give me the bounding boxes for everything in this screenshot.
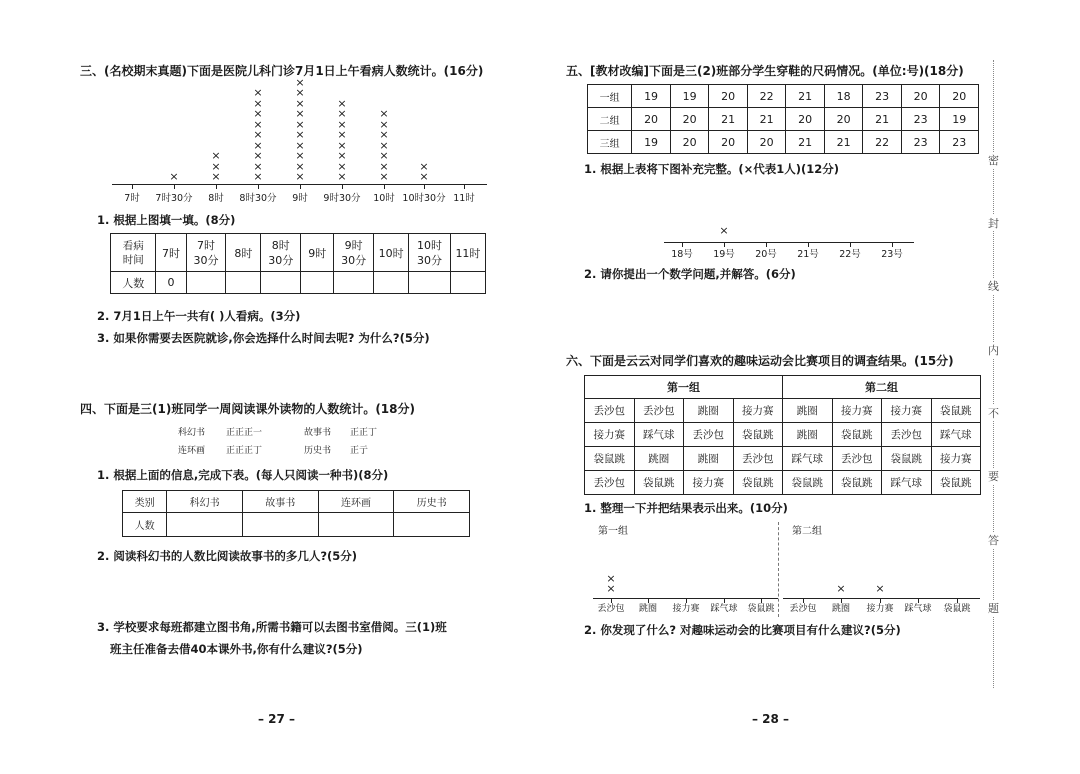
tally-scifi-name: 科幻书 xyxy=(178,428,206,438)
section5-dot-plot xyxy=(664,222,914,262)
x-mark: × xyxy=(211,149,221,162)
x-mark: × xyxy=(211,170,221,183)
axis-label: 袋鼠跳 xyxy=(943,604,971,614)
table-header-cell: 7时 30分 xyxy=(186,234,226,272)
section4-q1: 1. 根据上面的信息,完成下表。(每人只阅读一种书)(8分) xyxy=(97,468,389,482)
section3-dot-plot xyxy=(112,75,487,204)
section6-q2: 2. 你发现了什么? 对趣味运动会的比赛项目有什么建议?(5分) xyxy=(584,623,901,637)
x-mark: × xyxy=(295,96,305,110)
table-header-cell: 9时 30分 xyxy=(334,234,374,272)
x-mark: × xyxy=(379,138,389,152)
margin-char: 题 xyxy=(988,602,999,615)
x-mark: × xyxy=(875,582,885,595)
page-number-right: – 28 – xyxy=(752,712,790,726)
axis-label: 23号 xyxy=(881,249,903,260)
x-mark: × xyxy=(295,138,305,152)
x-mark: × xyxy=(295,128,305,141)
survey-cell: 袋鼠跳 xyxy=(733,423,783,447)
axis-label: 袋鼠跳 xyxy=(747,604,775,614)
plot-axis xyxy=(664,242,914,243)
axis-label: 7时30分 xyxy=(155,193,193,204)
axis-label: 10时30分 xyxy=(402,193,446,204)
table-header-cell: 7时 xyxy=(156,234,186,272)
tally-story-name: 故事书 xyxy=(304,428,332,438)
axis-label: 7时 xyxy=(124,193,140,204)
axis-label: 踩气球 xyxy=(904,604,932,614)
table-cell[interactable] xyxy=(409,272,451,294)
x-mark: × xyxy=(295,149,305,162)
table-cell: 20 xyxy=(940,85,979,108)
x-mark: × xyxy=(295,75,305,89)
table-cell: 20 xyxy=(824,108,863,131)
margin-char: 封 xyxy=(988,217,999,230)
x-mark: × xyxy=(337,149,347,162)
table-cell: 21 xyxy=(747,108,786,131)
x-mark: × xyxy=(337,170,347,183)
survey-cell: 跳圈 xyxy=(684,447,734,471)
survey-cell: 丢沙包 xyxy=(733,447,783,471)
margin-char: 不 xyxy=(988,407,999,420)
table-header-cell: 11时 xyxy=(450,234,485,272)
table-header-cell: 看病 时间 xyxy=(111,234,156,272)
table-cell[interactable] xyxy=(301,272,334,294)
x-mark: × xyxy=(606,572,616,585)
x-mark: × xyxy=(419,159,429,173)
table-cell: 22 xyxy=(747,85,786,108)
table-cell[interactable] xyxy=(242,513,318,537)
table-row-label: 二组 xyxy=(588,108,632,131)
axis-tick xyxy=(424,184,425,189)
section5-title: 五、[教材改编]下面是三(2)班部分学生穿鞋的尺码情况。(单位:号)(18分) xyxy=(566,64,964,78)
axis-label: 跳圈 xyxy=(638,604,657,614)
x-mark: × xyxy=(253,96,263,110)
table-header-cell: 连环画 xyxy=(318,491,394,513)
table-cell: 21 xyxy=(863,108,902,131)
table-cell: 20 xyxy=(632,108,671,131)
axis-label: 踩气球 xyxy=(710,604,738,614)
x-mark: × xyxy=(253,138,263,152)
page-number-left: – 27 – xyxy=(258,712,296,726)
table-cell: 20 xyxy=(709,131,748,154)
table-cell: 23 xyxy=(940,131,979,154)
table-cell: 19 xyxy=(670,85,709,108)
x-mark: × xyxy=(719,224,729,237)
table-cell: 20 xyxy=(901,85,940,108)
x-mark: × xyxy=(253,149,263,162)
table-row-label: 一组 xyxy=(588,85,632,108)
table-cell: 19 xyxy=(940,108,979,131)
table-cell: 22 xyxy=(863,131,902,154)
survey-cell: 踩气球 xyxy=(634,423,684,447)
x-mark: × xyxy=(253,117,263,131)
table-cell: 20 xyxy=(747,131,786,154)
x-mark: × xyxy=(379,128,389,141)
survey-cell: 袋鼠跳 xyxy=(783,471,833,495)
table-cell: 20 xyxy=(786,108,825,131)
table-cell: 21 xyxy=(786,85,825,108)
survey-cell: 跳圈 xyxy=(783,423,833,447)
table-header-cell: 8时 30分 xyxy=(261,234,301,272)
table-header-cell: 故事书 xyxy=(242,491,318,513)
section6-survey-table xyxy=(584,375,981,495)
x-mark: × xyxy=(337,138,347,152)
axis-label: 接力赛 xyxy=(672,604,700,614)
section6-chart2 xyxy=(783,560,980,620)
x-mark: × xyxy=(295,170,305,183)
section6-chart1 xyxy=(593,560,778,620)
table-cell[interactable] xyxy=(334,272,374,294)
x-mark: × xyxy=(836,582,846,595)
x-mark: × xyxy=(379,159,389,173)
group2-title: 第二组 xyxy=(783,376,981,399)
survey-cell: 袋鼠跳 xyxy=(634,471,684,495)
section3-title: 三、(名校期末真题)下面是医院儿科门诊7月1日上午看病人数统计。(16分) xyxy=(80,64,484,78)
survey-cell: 袋鼠跳 xyxy=(733,471,783,495)
x-mark: × xyxy=(337,117,347,131)
tally-comic-name: 连环画 xyxy=(178,446,206,456)
axis-label: 22号 xyxy=(839,249,861,260)
x-mark: × xyxy=(211,159,221,173)
survey-cell: 踩气球 xyxy=(882,471,932,495)
axis-label: 跳圈 xyxy=(831,604,850,614)
table-cell: 20 xyxy=(670,131,709,154)
section6-q1: 1. 整理一下并把结果表示出来。(10分) xyxy=(584,501,788,515)
tally-story-marks: 正正丁 xyxy=(350,428,378,438)
axis-label: 20号 xyxy=(755,249,777,260)
table-cell[interactable] xyxy=(167,513,243,537)
section4-title: 四、下面是三(1)班同学一周阅读课外读物的人数统计。(18分) xyxy=(80,402,415,416)
table-row-label: 三组 xyxy=(588,131,632,154)
x-mark: × xyxy=(379,107,389,120)
axis-label: 21号 xyxy=(797,249,819,260)
tally-history-marks: 正亍 xyxy=(350,446,369,456)
section5-q2: 2. 请你提出一个数学问题,并解答。(6分) xyxy=(584,267,796,281)
section3-q2: 2. 7月1日上午一共有( )人看病。(3分) xyxy=(97,309,301,323)
x-mark: × xyxy=(337,128,347,141)
table-cell: 23 xyxy=(863,85,902,108)
plot-axis xyxy=(783,598,980,599)
margin-char: 要 xyxy=(988,470,999,483)
section4-q3-line1: 3. 学校要求每班都建立图书角,所需书籍可以去图书室借阅。三(1)班 xyxy=(97,620,447,634)
section4-table xyxy=(122,490,470,537)
survey-cell: 接力赛 xyxy=(585,423,635,447)
x-mark: × xyxy=(253,159,263,173)
table-cell: 21 xyxy=(824,131,863,154)
x-mark: × xyxy=(253,170,263,183)
group1-title: 第一组 xyxy=(585,376,783,399)
table-cell[interactable] xyxy=(261,272,301,294)
table-cell: 23 xyxy=(901,131,940,154)
x-mark: × xyxy=(379,149,389,162)
survey-cell: 跳圈 xyxy=(783,399,833,423)
survey-cell: 丢沙包 xyxy=(832,447,882,471)
margin-char: 答 xyxy=(988,534,999,547)
section4-q3-line2: 班主任准备去借40本课外书,你有什么建议?(5分) xyxy=(110,642,363,656)
axis-label: 11时 xyxy=(453,193,475,204)
margin-char: 线 xyxy=(988,280,999,293)
axis-label: 丢沙包 xyxy=(789,604,817,614)
tally-history-name: 历史书 xyxy=(304,446,332,456)
survey-cell: 袋鼠跳 xyxy=(931,399,981,423)
table-cell: 20 xyxy=(709,85,748,108)
axis-label: 8时30分 xyxy=(239,193,277,204)
table-header-cell: 科幻书 xyxy=(167,491,243,513)
table-header-cell: 历史书 xyxy=(394,491,470,513)
survey-cell: 接力赛 xyxy=(832,399,882,423)
x-mark: × xyxy=(337,96,347,110)
axis-label: 接力赛 xyxy=(866,604,894,614)
survey-cell: 袋鼠跳 xyxy=(931,471,981,495)
survey-cell: 袋鼠跳 xyxy=(832,471,882,495)
table-cell[interactable] xyxy=(374,272,409,294)
tally-scifi-marks: 正正正一 xyxy=(226,428,263,438)
table-header-cell: 10时 xyxy=(374,234,409,272)
survey-cell: 袋鼠跳 xyxy=(585,447,635,471)
section3-table xyxy=(110,233,486,294)
survey-cell: 接力赛 xyxy=(931,447,981,471)
table-row-label: 人数 xyxy=(111,272,156,294)
table-cell: 18 xyxy=(824,85,863,108)
x-mark: × xyxy=(253,107,263,120)
x-mark: × xyxy=(253,86,263,99)
axis-label: 9时30分 xyxy=(323,193,361,204)
survey-cell: 丢沙包 xyxy=(634,399,684,423)
margin-char: 内 xyxy=(988,344,999,357)
axis-label: 9时 xyxy=(292,193,308,204)
survey-cell: 袋鼠跳 xyxy=(832,423,882,447)
axis-tick xyxy=(174,184,175,189)
table-cell[interactable] xyxy=(186,272,226,294)
table-cell[interactable] xyxy=(450,272,485,294)
axis-tick xyxy=(384,184,385,189)
x-mark: × xyxy=(337,107,347,120)
table-row-label: 人数 xyxy=(123,513,167,537)
survey-cell: 接力赛 xyxy=(733,399,783,423)
axis-label: 18号 xyxy=(671,249,693,260)
axis-label: 丢沙包 xyxy=(597,604,625,614)
margin-char: 密 xyxy=(988,154,999,167)
x-mark: × xyxy=(606,582,616,595)
table-cell: 21 xyxy=(709,108,748,131)
x-mark: × xyxy=(379,117,389,131)
axis-tick xyxy=(342,184,343,189)
table-cell: 23 xyxy=(901,108,940,131)
axis-label: 8时 xyxy=(208,193,224,204)
x-mark: × xyxy=(295,107,305,120)
x-mark: × xyxy=(419,170,429,183)
table-cell[interactable] xyxy=(226,272,261,294)
section3-q1: 1. 根据上图填一填。(8分) xyxy=(97,213,236,227)
x-mark: × xyxy=(169,170,179,183)
table-cell: 0 xyxy=(156,272,186,294)
chart2-label: 第二组 xyxy=(792,526,822,537)
section5-table xyxy=(587,84,979,154)
survey-cell: 踩气球 xyxy=(783,447,833,471)
table-header-cell: 类别 xyxy=(123,491,167,513)
survey-cell: 丢沙包 xyxy=(585,471,635,495)
x-mark: × xyxy=(253,128,263,141)
survey-cell: 跳圈 xyxy=(684,399,734,423)
table-header-cell: 9时 xyxy=(301,234,334,272)
section6-title: 六、下面是云云对同学们喜欢的趣味运动会比赛项目的调查结果。(15分) xyxy=(566,354,954,368)
axis-tick xyxy=(300,184,301,189)
tally-comic-marks: 正正正丁 xyxy=(226,446,263,456)
table-cell: 21 xyxy=(786,131,825,154)
table-cell[interactable] xyxy=(394,513,470,537)
axis-label: 19号 xyxy=(713,249,735,260)
survey-cell: 袋鼠跳 xyxy=(882,447,932,471)
x-mark: × xyxy=(337,159,347,173)
section4-q2: 2. 阅读科幻书的人数比阅读故事书的多几人?(5分) xyxy=(97,549,358,563)
table-header-cell: 10时 30分 xyxy=(409,234,451,272)
survey-cell: 接力赛 xyxy=(882,399,932,423)
axis-tick xyxy=(464,184,465,189)
axis-tick xyxy=(132,184,133,189)
axis-tick xyxy=(258,184,259,189)
table-cell: 20 xyxy=(670,108,709,131)
survey-cell: 踩气球 xyxy=(931,423,981,447)
x-mark: × xyxy=(295,117,305,131)
axis-tick xyxy=(216,184,217,189)
axis-label: 10时 xyxy=(373,193,395,204)
x-mark: × xyxy=(379,170,389,183)
table-cell: 19 xyxy=(632,131,671,154)
survey-cell: 丢沙包 xyxy=(882,423,932,447)
table-cell[interactable] xyxy=(318,513,394,537)
survey-cell: 丢沙包 xyxy=(684,423,734,447)
section5-q1: 1. 根据上表将下图补充完整。(×代表1人)(12分) xyxy=(584,162,840,176)
survey-cell: 丢沙包 xyxy=(585,399,635,423)
table-cell: 19 xyxy=(632,85,671,108)
survey-cell: 跳圈 xyxy=(634,447,684,471)
survey-cell: 接力赛 xyxy=(684,471,734,495)
section3-q3: 3. 如果你需要去医院就诊,你会选择什么时间去呢? 为什么?(5分) xyxy=(97,331,430,345)
x-mark: × xyxy=(295,86,305,99)
chart1-label: 第一组 xyxy=(598,526,628,537)
x-mark: × xyxy=(295,159,305,173)
table-header-cell: 8时 xyxy=(226,234,261,272)
